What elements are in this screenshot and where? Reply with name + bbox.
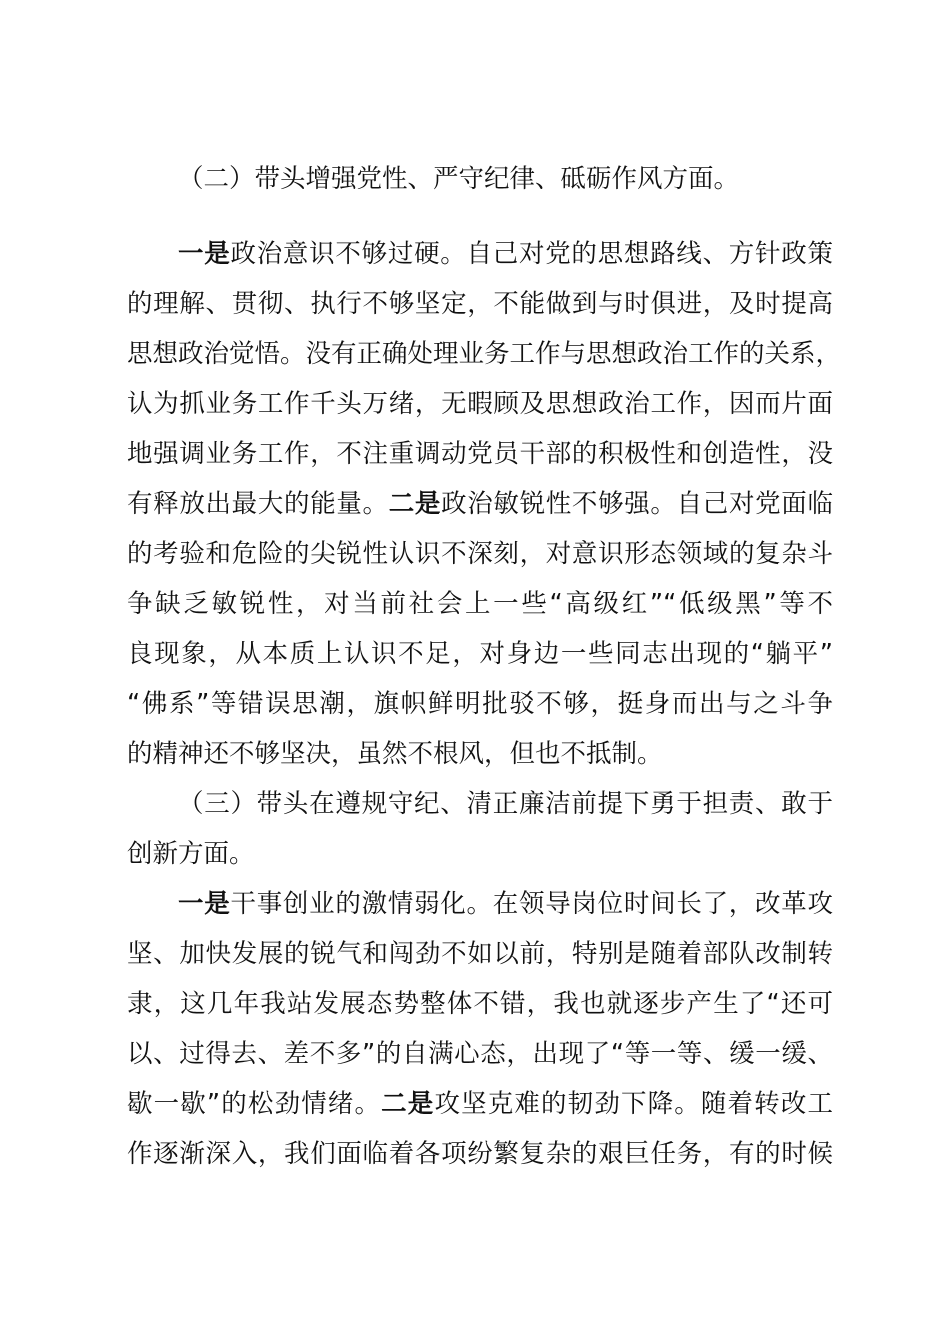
section-heading-3 bbox=[178, 779, 833, 829]
paragraph-line bbox=[127, 429, 833, 479]
text-run: 隶，这几年我站发展态势整体不错，我也就逐步产生了“还可 bbox=[127, 989, 833, 1019]
text-run: 政治意识不够过硬。自己对党的思想路线、方针政策 bbox=[230, 239, 833, 269]
text-run: 有释放出最大的能量。 bbox=[127, 489, 389, 519]
text-run: “佛系”等错误思潮，旗帜鲜明批驳不够，挺身而出与之斗争 bbox=[127, 689, 833, 719]
paragraph-line bbox=[127, 1029, 833, 1079]
text-run: 的精神还不够坚决，虽然不根风，但也不抵制。 bbox=[127, 739, 663, 769]
section-heading-3-continued bbox=[127, 829, 833, 879]
text-run-bold: 二是 bbox=[381, 1089, 435, 1119]
paragraph-line bbox=[127, 1079, 833, 1129]
text-run: 歇一歇”的松劲情绪。 bbox=[127, 1089, 382, 1119]
paragraph-line bbox=[127, 729, 833, 779]
paragraph-line bbox=[178, 229, 833, 279]
text-run: 坚、加快发展的锐气和闯劲不如以前，特别是随着部队改制转 bbox=[127, 939, 833, 969]
text-run-bold: 一是 bbox=[178, 889, 231, 919]
paragraph-line bbox=[127, 379, 833, 429]
text-run: 政治敏锐性不够强。自己对党面临 bbox=[441, 489, 833, 519]
text-run: （三）带头在遵规守纪、清正廉洁前提下勇于担责、敢于 bbox=[178, 789, 833, 819]
text-run: 攻坚克难的韧劲下降。随着转改工 bbox=[434, 1089, 833, 1119]
paragraph-line bbox=[127, 479, 833, 529]
paragraph-line bbox=[127, 279, 833, 329]
text-run: 争缺乏敏锐性，对当前社会上一些“高级红”“低级黑”等不 bbox=[127, 589, 833, 619]
text-run: 的理解、贯彻、执行不够坚定，不能做到与时俱进，及时提高 bbox=[127, 289, 833, 319]
text-run: 认为抓业务工作千头万绪，无暇顾及思想政治工作，因而片面 bbox=[127, 389, 833, 419]
text-run: 地强调业务工作，不注重调动党员干部的积极性和创造性，没 bbox=[127, 439, 833, 469]
text-run: 思想政治觉悟。没有正确处理业务工作与思想政治工作的关系， bbox=[127, 339, 842, 369]
text-run: 创新方面。 bbox=[127, 839, 255, 869]
text-run-bold: 一是 bbox=[178, 239, 231, 269]
paragraph-line bbox=[127, 679, 833, 729]
paragraph-line bbox=[127, 529, 833, 579]
text-run: 以、过得去、差不多”的自满心态，出现了“等一等、缓一缓、 bbox=[127, 1039, 833, 1069]
paragraph-line bbox=[127, 329, 842, 379]
paragraph-line bbox=[127, 929, 833, 979]
text-run: （二）带头增强党性、严守纪律、砥砺作风方面。 bbox=[178, 164, 740, 194]
text-run: 干事创业的激情弱化。在领导岗位时间长了，改革攻 bbox=[230, 889, 833, 919]
text-run: 作逐渐深入，我们面临着各项纷繁复杂的艰巨任务，有的时候 bbox=[127, 1139, 833, 1169]
paragraph-line bbox=[178, 879, 833, 929]
text-run-bold: 二是 bbox=[388, 489, 442, 519]
paragraph-line bbox=[127, 979, 833, 1029]
paragraph-line bbox=[127, 1129, 833, 1179]
text-run: 良现象，从本质上认识不足，对身边一些同志出现的“躺平” bbox=[127, 639, 833, 669]
section-heading-2 bbox=[178, 154, 833, 204]
text-run: 的考验和危险的尖锐性认识不深刻，对意识形态领域的复杂斗 bbox=[127, 539, 833, 569]
paragraph-line bbox=[127, 579, 833, 629]
paragraph-line bbox=[127, 629, 833, 679]
